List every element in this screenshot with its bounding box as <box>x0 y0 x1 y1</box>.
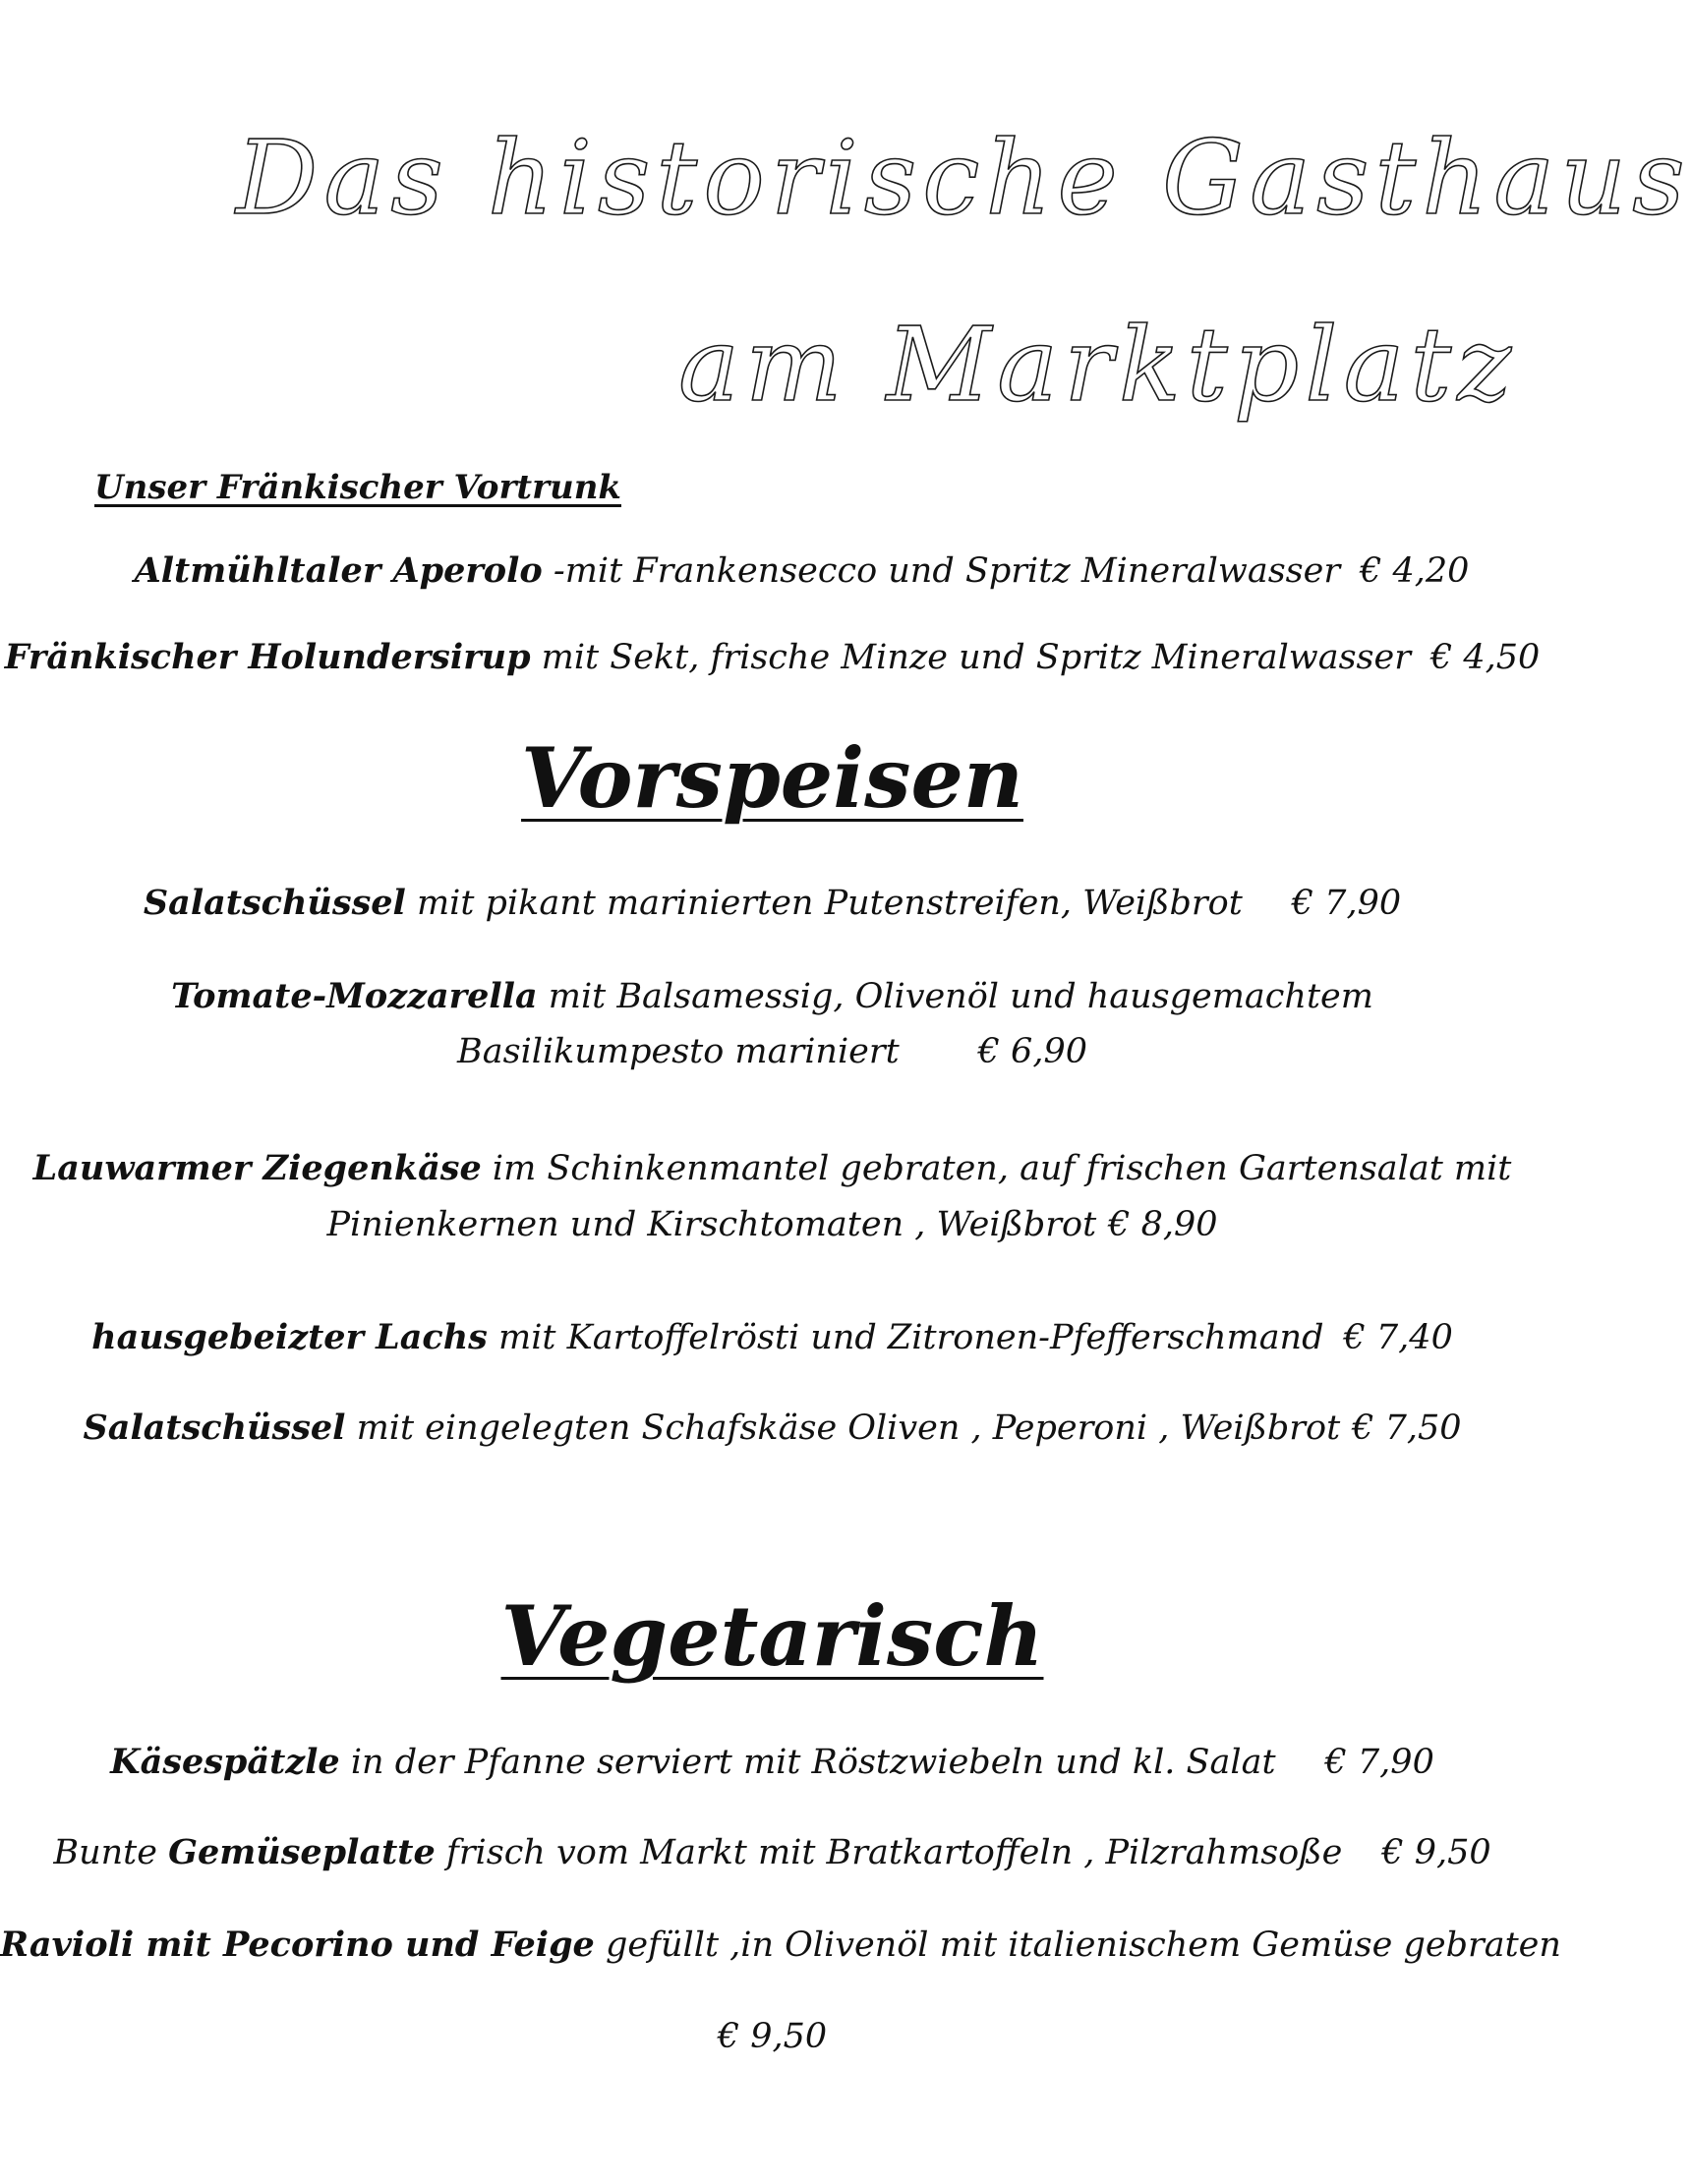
item-description: mit Balsamessig, Olivenöl und hausgemachtem <box>537 977 1373 1016</box>
item-price: € 7,50 <box>1352 1408 1462 1448</box>
menu-item-vorspeise-3 <box>0 1148 1545 1188</box>
item-description-cont: Pinienkernen und Kirschtomaten , Weißbrot <box>326 1205 1097 1244</box>
aperitif-heading: Unser Fränkischer Vortrunk <box>94 468 621 507</box>
item-price: € 7,90 <box>1324 1743 1434 1782</box>
item-price: € 7,90 <box>1291 884 1402 923</box>
title-line-2: am Marktplatz <box>678 305 1518 425</box>
item-description: mit eingelegten Schafskäse Oliven , Peperoni , Weißbrot <box>345 1408 1341 1448</box>
item-name: Fränkischer Holundersirup <box>4 637 531 677</box>
menu-item-vorspeise-2 <box>0 976 1545 1016</box>
item-name: Salatschüssel <box>83 1408 346 1448</box>
item-description: mit Kartoffelrösti und Zitronen-Pfefferschmand <box>487 1318 1324 1357</box>
item-name: Käsespätzle <box>110 1742 340 1782</box>
menu-item-vegetarisch-3-price <box>0 2017 1545 2056</box>
item-price: € 9,50 <box>717 2017 828 2056</box>
item-prefix: Bunte <box>53 1833 169 1872</box>
item-name: Altmühltaler Aperolo <box>134 550 543 591</box>
item-price: € 4,50 <box>1429 638 1541 677</box>
item-description-cont: Basilikumpesto mariniert <box>457 1032 900 1071</box>
item-description: -mit Frankensecco und Spritz Mineralwasser <box>542 551 1341 591</box>
item-description: mit pikant marinierten Putenstreifen, Weißbrot <box>405 884 1243 923</box>
menu-item-vorspeise-2-cont <box>0 1032 1545 1071</box>
item-description: mit Sekt, frische Minze und Spritz Mineralwasser <box>530 638 1411 677</box>
item-name: Lauwarmer Ziegenkäse <box>32 1148 482 1188</box>
heading-vorspeisen: Vorspeisen <box>521 729 1023 827</box>
menu-item-aperitif-1 <box>0 550 1545 591</box>
item-price: € 8,90 <box>1108 1205 1218 1244</box>
item-name: Salatschüssel <box>143 883 406 923</box>
item-price: € 6,90 <box>977 1032 1087 1071</box>
title-line-1: Das historische Gasthaus <box>236 118 1691 238</box>
item-price: € 7,40 <box>1343 1318 1453 1357</box>
item-description: in der Pfanne serviert mit Röstzwiebeln und kl. Salat <box>339 1743 1276 1782</box>
item-name: Tomate-Mozzarella <box>171 976 538 1016</box>
item-price: € 9,50 <box>1381 1833 1491 1872</box>
menu-item-vorspeise-4 <box>0 1317 1545 1357</box>
menu-item-vorspeise-3-cont <box>0 1205 1545 1244</box>
menu-item-vorspeise-5 <box>0 1408 1545 1448</box>
menu-item-vegetarisch-2 <box>0 1832 1545 1872</box>
item-description: frisch vom Markt mit Bratkartoffeln , Pilzrahmsoße <box>435 1833 1343 1872</box>
item-description: gefüllt ,in Olivenöl mit italienischem Gemüse gebraten <box>594 1925 1561 1965</box>
menu-item-vegetarisch-3 <box>0 1925 1561 1965</box>
item-price: € 4,20 <box>1360 551 1470 591</box>
item-name: Ravioli mit Pecorino und Feige <box>0 1925 595 1965</box>
menu-item-vorspeise-1 <box>0 883 1545 923</box>
item-name: Gemüseplatte <box>168 1832 436 1872</box>
heading-vegetarisch: Vegetarisch <box>500 1587 1044 1685</box>
item-description: im Schinkenmantel gebraten, auf frischen Gartensalat mit <box>481 1149 1512 1188</box>
item-name: hausgebeizter Lachs <box>91 1317 488 1357</box>
menu-item-aperitif-2 <box>0 637 1545 677</box>
menu-item-vegetarisch-1 <box>0 1742 1545 1782</box>
